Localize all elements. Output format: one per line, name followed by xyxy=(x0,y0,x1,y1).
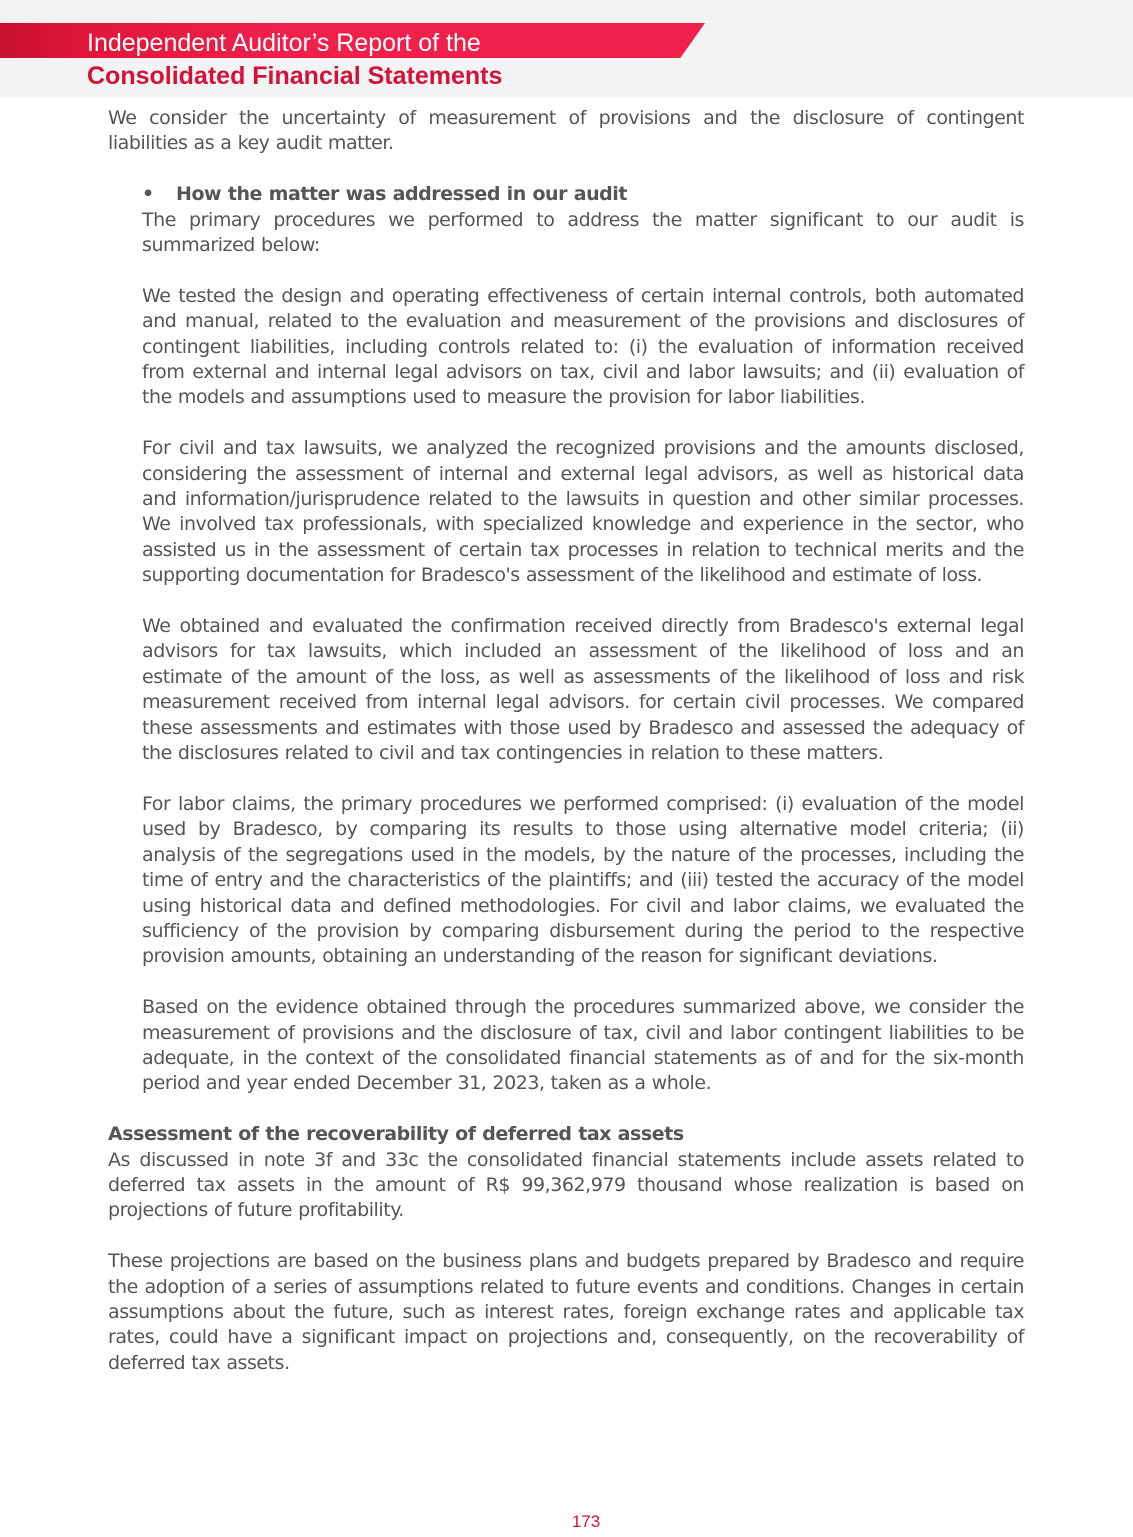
intro-paragraph: We consider the uncertainty of measurement of provisions and the disclosure of contingent liabilities as a key audit matter. xyxy=(108,107,1024,155)
audit-section-heading-text: How the matter was addressed in our audit xyxy=(176,183,627,206)
audit-paragraph-confirmations: We obtained and evaluated the confirmation received directly from Bradesco's external legal advisors for tax lawsuits, which included an assessment of the likelihood of loss and an estimate of the amount of the loss, as well as assessments of the likelihood of loss and risk measurement received from internal legal advisors. for certain civil processes. We compared these assessments and estimates with those used by Bradesco and assessed the adequacy of the disclosures related to civil and tax contingencies in relation to these matters. xyxy=(142,615,1024,765)
deferred-tax-paragraph-amount: As discussed in note 3f and 33c the consolidated financial statements include assets related to deferred tax assets in the amount of R$ 99,362,979 thousand whose realization is based on projections of future profitability. xyxy=(108,1148,1024,1222)
audit-paragraph-labor: For labor claims, the primary procedures we performed comprised: (i) evaluation of the model used by Bradesco, by comparing its results to those using alternative model criteria; (ii) analysis of the segregations used in the models, by the nature of the processes, including the time of entry and the characteristics of the plaintiffs; and (iii) tested the accuracy of the model using historical data and defined methodologies. For civil and labor claims, we evaluated the sufficiency of the provision by comparing disbursement during the period to the respective provision amounts, obtaining an understanding of the reason for significant deviations. xyxy=(142,792,1024,968)
audit-paragraph-summary: The primary procedures we performed to address the matter significant to our audit is summarized below: xyxy=(142,208,1024,257)
page-number: 173 xyxy=(571,1512,601,1531)
audit-paragraph-civil-tax: For civil and tax lawsuits, we analyzed the recognized provisions and the amounts disclosed, considering the assessment of internal and external legal advisors, as well as historical data and information/jurisprudence related to the lawsuits in question and other similar processes. We involved tax professionals, with specialized knowledge and experience in the sector, who assisted us in the assessment of certain tax processes in relation to technical merits and the supporting documentation for Bradesco's assessment of the likelihood and estimate of loss. xyxy=(142,437,1024,587)
report-body xyxy=(108,106,1024,1376)
bullet-icon: • xyxy=(142,183,154,206)
audit-procedures-section xyxy=(142,182,1024,1097)
audit-section-heading xyxy=(142,182,1024,207)
audit-paragraph-conclusion: Based on the evidence obtained through the procedures summarized above, we consider the measurement of provisions and the disclosure of tax, civil and labor contingent liabilities to be adequate, in the context of the consolidated financial statements as of and for the six-month period and year ended December 31, 2023, taken as a whole. xyxy=(142,996,1024,1095)
deferred-tax-paragraph-projections: These projections are based on the business plans and budgets prepared by Bradesco and require the adoption of a series of assumptions related to future events and conditions. Changes in certain assumptions about the future, such as interest rates, foreign exchange rates and applicable tax rates, could have a significant impact on projections and, consequently, on the recoverability of deferred tax assets. xyxy=(108,1250,1024,1374)
audit-paragraph-controls: We tested the design and operating effectiveness of certain internal controls, both automated and manual, related to the evaluation and measurement of the provisions and disclosures of contingent liabilities, including controls related to: (i) the evaluation of information received from external and internal legal advisors on tax, civil and labor lawsuits; and (ii) evaluation of the models and assumptions used to measure the provision for labor liabilities. xyxy=(142,284,1024,409)
deferred-tax-section xyxy=(108,1122,1024,1376)
header-title-line-2: Consolidated Financial Statements xyxy=(87,62,503,90)
deferred-tax-heading: Assessment of the recoverability of deferred tax assets xyxy=(108,1123,684,1146)
header-title-line-1: Independent Auditor’s Report of the xyxy=(87,29,481,57)
